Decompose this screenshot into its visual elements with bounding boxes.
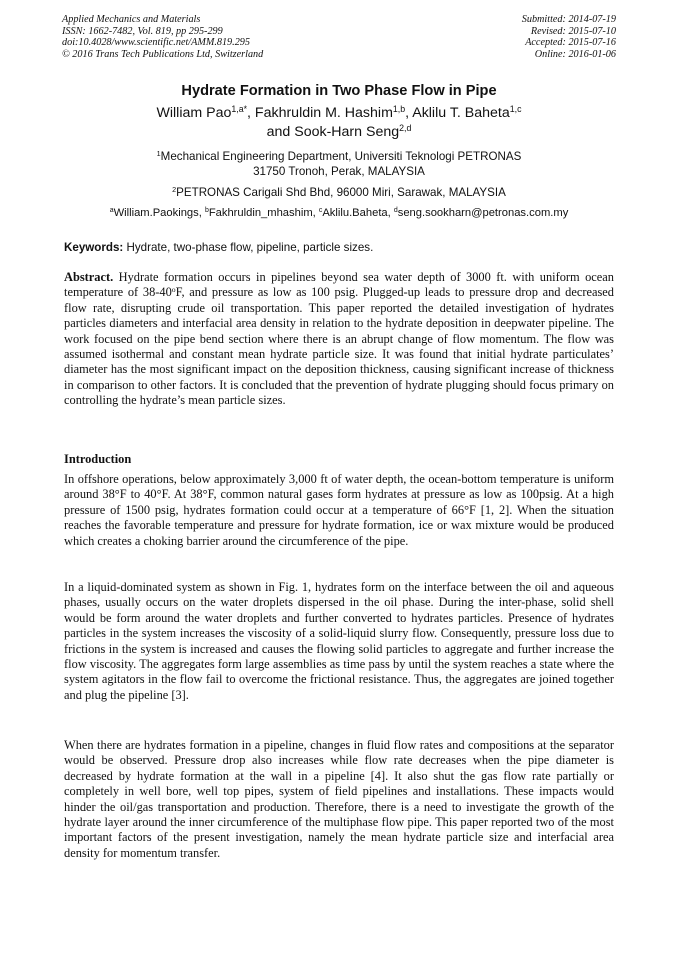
intro-paragraph-2: In a liquid-dominated system as shown in Fig. 1, hydrates form on the interface between the oil and aqueous phases, usually occurs on the water droplets dispersed in the oil phase. During the inter-phase, solid shell would be form around the water droplets and further converted to hydrates particles. Presence of hydrates particles in the system increases the viscosity of a solid-liquid slurry flow. Consequently, pressure loss due to frictions in the system is increased and causes the flowing solid particles to aggregate and further increase the flow viscosity. The aggregates form large assemblies as time pass by until the system reaches a state where the system agitators in the flow fail to overcome the frictional resistance. Thus, the aggregates are joined together and plug the pipeline [3]. (64, 580, 614, 702)
email: William.Paokings, (113, 207, 205, 219)
affiliation-text: Mechanical Engineering Department, Universiti Teknologi PETRONAS (160, 150, 522, 163)
author-affiliation-mark: 1,a* (231, 104, 248, 115)
abstract (64, 270, 614, 409)
paper-title: Hydrate Formation in Two Phase Flow in Pipe (181, 83, 497, 99)
issn: ISSN: 1662-7482, Vol. 819, pp 295-299 (62, 25, 223, 37)
affiliation-text: PETRONAS Carigali Shd Bhd, 96000 Miri, Sarawak, MALAYSIA (176, 186, 506, 199)
keywords (64, 241, 614, 254)
dates-info (396, 14, 616, 60)
author-name: William Pao (156, 105, 232, 121)
affiliation-address: 31750 Tronoh, Perak, MALAYSIA (253, 165, 425, 178)
author-affiliation-mark: 2,d (399, 123, 412, 134)
abstract-text: F, and pressure as low as 100 psig. Plugged-up leads to pressure drop and decreased flow rate, disrupting crude oil transportation. This paper reported the detailed investigation of hydrates particles diameters and interfacial area density in relation to the hydrate deposition in deepwater pipeline. The work focused on the pipe bend section where there is an abrupt change of flow momentum. The flow was assumed isothermal and constant mean hydrate particle size. It was found that initial hydrate particulates’ diameter has the most significant impact on the deposition thickness, causing significant increase of thickness in comparison to other factors. It is concluded that the prevention of hydrate plugging should focus primary on controlling the hydrate’s mean particle sizes. (64, 285, 614, 408)
intro-paragraph-3: When there are hydrates formation in a pipeline, changes in fluid flow rates and compositions at the separator would be observed. Pressure drop also increases while flow rate decreases when the pipe diameter is decreased by hydrate formation at the wall in a pipeline [4]. It also shut the gas flow rate partially or completely in well bore, well top pipes, system of field pipelines and installations. These impacts would hinder the oil/gas transportation and production. Therefore, there is a need to investigate the growth of the hydrate layer around the inner circumference of the multiphase flow pipe. This paper reported two of the most important factors of the present investigation, namely the mean hydrate particle size and interfacial area density for momentum transfer. (64, 738, 614, 860)
affiliation-1 (0, 149, 678, 179)
revised-date: Revised: 2015-07-10 (530, 25, 616, 37)
email: Aklilu.Baheta, (322, 207, 394, 219)
affiliation-mark: 2 (172, 185, 177, 195)
author-name: , Aklilu T. Baheta (405, 105, 510, 121)
keywords-label: Keywords: (64, 241, 124, 254)
author-line-2 (0, 123, 678, 142)
abstract-text: Hydrate formation occurs in pipelines beyond sea water depth of 3000 ft. with uniform ocean temperature of 38-40 (64, 270, 614, 300)
author-emails (0, 207, 678, 219)
doi: doi:10.4028/www.scientific.net/AMM.819.295 (62, 37, 250, 49)
affiliation-2 (0, 185, 678, 200)
journal-info (62, 14, 382, 60)
email: Fakhruldin_mhashim, (208, 207, 319, 219)
author-affiliation-mark: 1,c (509, 104, 522, 115)
author-affiliation-mark: 1,b (392, 104, 406, 115)
online-date: Online: 2016-01-06 (534, 48, 616, 60)
keywords-text: Hydrate, two-phase flow, pipeline, particle sizes. (123, 241, 374, 254)
email-mark: c (318, 207, 323, 215)
accepted-date: Accepted: 2015-07-16 (525, 37, 616, 49)
author-list (0, 104, 678, 142)
copyright: © 2016 Trans Tech Publications Ltd, Switzerland (62, 48, 264, 60)
intro-paragraph-1: In offshore operations, below approximately 3,000 ft of water depth, the ocean-bottom temperature is uniform around 38°F to 40°F. At 38°F, common natural gases form hydrates at pressure as low as 100psig. At a high pressure of 1500 psig, hydrates formation could occur at a temperature of 66°F [1, 2]. When the situation reaches the favorable temperature and pressure for hydrate formation, ice or wax mixture would be produced which creates a choking barrier around the circumference of the pipe. (64, 472, 614, 548)
abstract-label: Abstract. (64, 270, 114, 284)
author-name: , Fakhruldin M. Hashim (247, 105, 393, 121)
section-heading-introduction: Introduction (64, 452, 132, 466)
submitted-date: Submitted: 2014-07-19 (521, 14, 616, 25)
degree-mark: o (171, 285, 176, 295)
journal-name: Applied Mechanics and Materials (62, 14, 201, 25)
author-line-1 (0, 104, 678, 123)
email-mark: d (393, 207, 398, 215)
affiliation-mark: 1 (156, 149, 161, 159)
email: seng.sookharn@petronas.com.my (397, 207, 569, 219)
email-mark: a (109, 207, 114, 215)
author-name: and Sook-Harn Seng (266, 124, 400, 140)
email-mark: b (204, 207, 209, 215)
